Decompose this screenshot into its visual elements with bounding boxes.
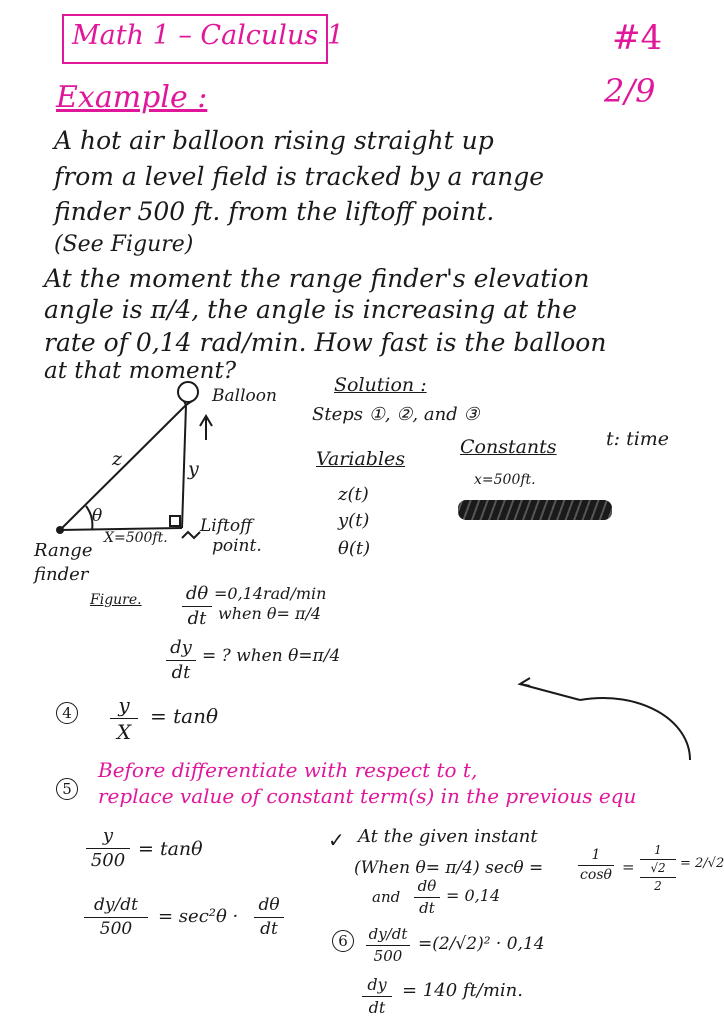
step-6-rhs: =(2/√2)² · 0,14	[418, 934, 545, 954]
hypotenuse-label: z	[112, 448, 123, 470]
constant-x: x=500ft.	[474, 472, 536, 488]
eq1-fraction: y 500	[86, 826, 130, 871]
vertical-label: y	[188, 458, 199, 480]
range-finder-label-2: finder	[34, 564, 89, 585]
step-4-fraction: y X	[110, 694, 138, 743]
problem-line-6: angle is π/4, the angle is increasing at the	[44, 295, 578, 324]
problem-line-5: At the moment the range finder's elevation	[44, 264, 590, 293]
page-title: Math 1 – Calculus 1	[72, 20, 344, 51]
liftoff-label: Liftoff	[200, 516, 253, 536]
instant-line-1: At the given instant	[358, 826, 538, 847]
sec3-value: = 2/√2	[680, 856, 724, 871]
dtheta-value: =0,14rad/min	[214, 584, 327, 603]
eq1-rhs: = tanθ	[138, 838, 203, 860]
dtheta-condition: when θ= π/4	[218, 604, 322, 623]
step-5-line-1: Before differentiate with respect to t,	[98, 758, 478, 782]
liftoff-label-2: point.	[212, 536, 262, 556]
dy-dt-fraction: dy dt	[166, 638, 196, 683]
step-5-marker: 5	[56, 778, 78, 800]
sec2-fraction: 1 √2 2	[640, 844, 676, 894]
problem-line-7: rate of 0,14 rad/min. How fast is the balloon	[44, 328, 607, 357]
and-text: and	[372, 888, 401, 906]
dy-question: = ? when θ=π/4	[202, 646, 341, 666]
variable-y: y(t)	[338, 510, 370, 531]
solution-heading: Solution :	[334, 374, 427, 396]
problem-line-3: finder 500 ft. from the liftoff point.	[54, 197, 495, 226]
steps-text: Steps ①, ②, and ③	[312, 404, 480, 425]
eq2-dtheta-fraction: dθ dt	[254, 896, 284, 938]
page-number: #4	[612, 18, 663, 58]
instant-line-2: (When θ= π/4) secθ =	[354, 858, 544, 878]
check-icon: ✓	[328, 828, 345, 852]
final-fraction: dy dt	[362, 976, 392, 1016]
step-5-line-2: replace value of constant term(s) in the previous equ	[98, 784, 637, 808]
step-4-marker: 4	[56, 702, 78, 724]
step-4-rhs: = tanθ	[150, 704, 218, 728]
balloon-label: Balloon	[212, 386, 277, 406]
eq2-fraction: dy/dt 500	[84, 896, 148, 938]
problem-line-2: from a level field is tracked by a range	[54, 162, 545, 191]
constants-heading: Constants	[460, 436, 557, 458]
problem-line-8: at that moment?	[44, 358, 237, 384]
sec-fraction: 1 cosθ	[578, 848, 614, 884]
figure-caption: Figure.	[90, 592, 142, 608]
variable-theta: θ(t)	[338, 538, 371, 559]
date: 2/9	[604, 72, 656, 110]
final-answer: = 140 ft/min.	[402, 980, 523, 1001]
angle-label: θ	[92, 506, 103, 526]
time-note: t: time	[606, 428, 670, 450]
base-label: X=500ft.	[104, 530, 168, 546]
problem-line-1: A hot air balloon rising straight up	[54, 126, 494, 155]
step-6-marker: 6	[332, 930, 354, 952]
step-6-lhs-fraction: dy/dt 500	[366, 926, 410, 964]
and-fraction: dθ dt	[414, 878, 440, 916]
scribbled-out-text	[458, 500, 612, 520]
sec-equals: =	[622, 858, 635, 876]
range-finder-label: Range	[34, 540, 93, 561]
problem-line-4: (See Figure)	[54, 232, 194, 257]
variables-heading: Variables	[316, 448, 406, 470]
dtheta-dt-fraction: dθ dt	[182, 584, 212, 629]
variable-z: z(t)	[338, 484, 369, 505]
and-value: = 0,14	[446, 886, 501, 905]
eq2-rhs: = sec²θ ·	[158, 906, 239, 927]
example-label: Example :	[56, 80, 208, 115]
